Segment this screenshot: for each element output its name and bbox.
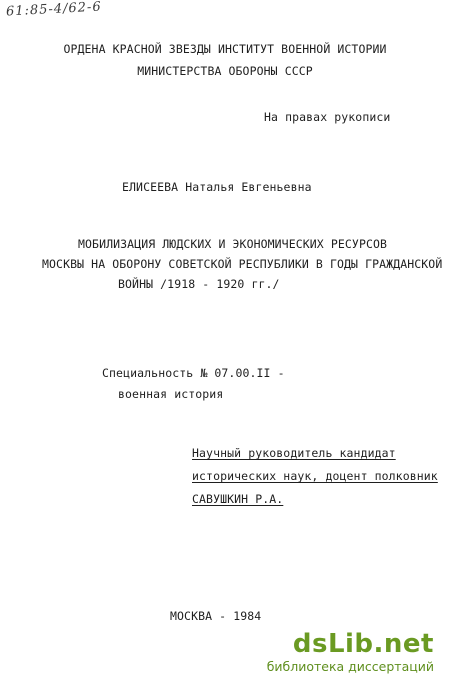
title-line-1: МОБИЛИЗАЦИЯ ЛЮДСКИХ И ЭКОНОМИЧЕСКИХ РЕСУРСОВ	[78, 237, 388, 251]
specialty-line-1: Специальность № 07.00.II -	[102, 366, 285, 380]
archive-number: 61:85-4/62-6	[5, 0, 103, 20]
watermark	[267, 631, 434, 674]
watermark-subtitle: библиотека диссертаций	[266, 659, 434, 674]
watermark-logo: dsLib.net	[292, 629, 434, 659]
title-line-2: МОСКВЫ НА ОБОРОНУ СОВЕТСКОЙ РЕСПУБЛИКИ В ГОДЫ ГРАЖДАНСКОЙ	[42, 257, 443, 271]
supervisor-line-2: исторических наук, доцент полковник	[192, 469, 438, 483]
institution-line-1: ОРДЕНА КРАСНОЙ ЗВЕЗДЫ ИНСТИТУТ ВОЕННОЙ ИСТОРИИ	[63, 42, 387, 56]
title-line-3: ВОЙНЫ /1918 - 1920 гг./	[118, 277, 280, 291]
specialty-line-2: военная история	[118, 387, 224, 401]
manuscript-rights: На правах рукописи	[264, 110, 391, 124]
place-year: МОСКВА - 1984	[170, 609, 262, 623]
institution-line-2: МИНИСТЕРСТВА ОБОРОНЫ СССР	[137, 64, 313, 78]
author-name: ЕЛИСЕЕВА Наталья Евгеньевна	[122, 180, 312, 194]
supervisor-line-3: САВУШКИН Р.А.	[192, 492, 284, 506]
supervisor-line-1: Научный руководитель кандидат	[192, 446, 396, 460]
